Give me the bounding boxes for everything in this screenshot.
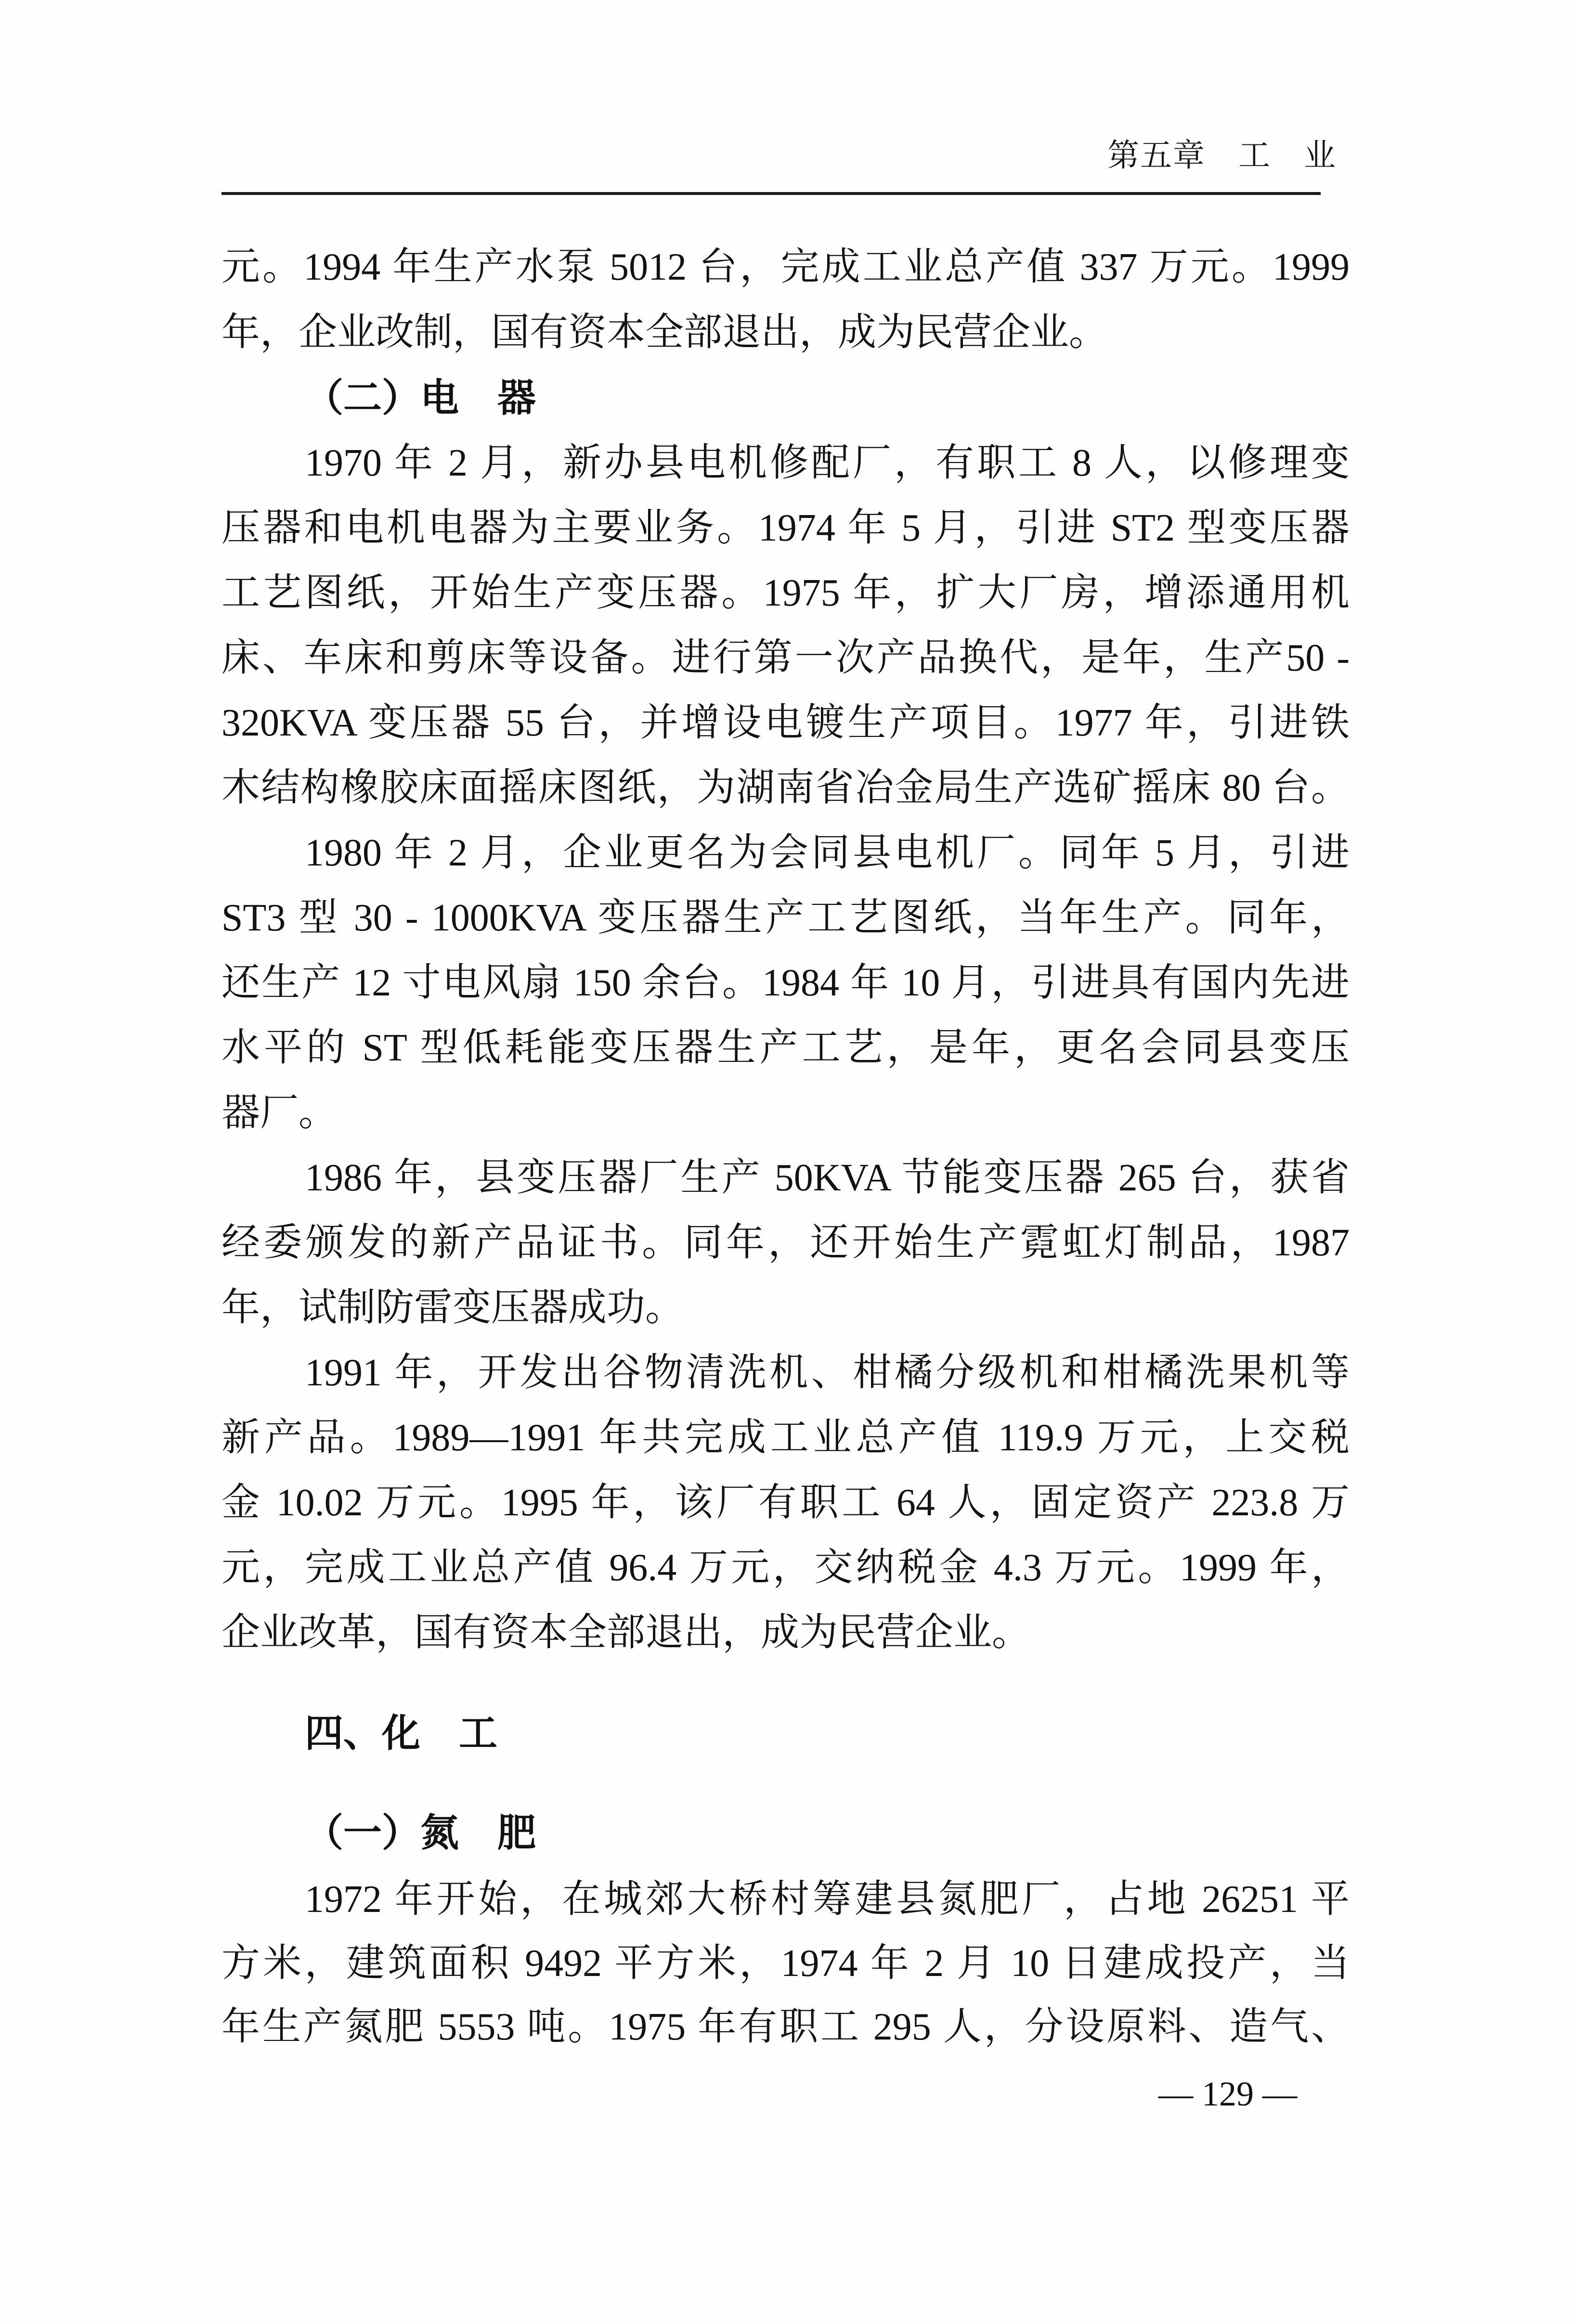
body-line: 新产品。1989—1991 年共完成工业总产值 119.9 万元，上交税: [221, 1417, 1350, 1459]
body-line: 年，企业改制，国有资本全部退出，成为民营企业。: [221, 311, 1107, 354]
body-line: 压器和电机电器为主要业务。1974 年 5 月，引进 ST2 型变压器: [221, 507, 1350, 549]
body-line: 年生产氮肥 5553 吨。1975 年有职工 295 人，分设原料、造气、: [221, 2006, 1350, 2048]
body-line: 木结构橡胶床面摇床图纸，为湖南省冶金局生产选矿摇床 80 台。: [221, 767, 1350, 809]
body-line: 器厂。: [221, 1092, 337, 1134]
body-line: 1980 年 2 月，企业更名为会同县电机厂。同年 5 月，引进: [305, 832, 1350, 874]
running-head-chapter-title: 第五章 工 业: [1107, 137, 1337, 174]
body-line: 水平的 ST 型低耗能变压器生产工艺，是年，更名会同县变压: [221, 1027, 1350, 1069]
body-line: 320KVA 变压器 55 台，并增设电镀生产项目。1977 年，引进铁: [221, 702, 1350, 744]
body-line: 元，完成工业总产值 96.4 万元，交纳税金 4.3 万元。1999 年，: [221, 1547, 1350, 1589]
body-line: 企业改革，国有资本全部退出，成为民营企业。: [221, 1612, 1030, 1654]
header-rule: [221, 192, 1321, 195]
body-line: 床、车床和剪床等设备。进行第一次产品换代，是年，生产50 -: [221, 637, 1350, 679]
subsection-heading-nitrogen-fertilizer: （一）氮 肥: [305, 1810, 536, 1855]
body-line: 还生产 12 寸电风扇 150 余台。1984 年 10 月，引进具有国内先进: [221, 962, 1350, 1004]
body-line: 工艺图纸，开始生产变压器。1975 年，扩大厂房，增添通用机: [221, 572, 1350, 614]
body-line: 经委颁发的新产品证书。同年，还开始生产霓虹灯制品，1987: [221, 1222, 1350, 1264]
subsection-heading-electrical: （二）电 器: [305, 375, 536, 420]
body-line: 1991 年，开发出谷物清洗机、柑橘分级机和柑橘洗果机等: [305, 1352, 1350, 1394]
body-line: 1986 年，县变压器厂生产 50KVA 节能变压器 265 台，获省: [305, 1157, 1350, 1199]
body-line: 1970 年 2 月，新办县电机修配厂，有职工 8 人，以修理变: [305, 442, 1350, 484]
body-line: 方米，建筑面积 9492 平方米，1974 年 2 月 10 日建成投产，当: [221, 1942, 1350, 1985]
body-line: 元。1994 年生产水泵 5012 台，完成工业总产值 337 万元。1999: [221, 246, 1350, 288]
body-line: 1972 年开始，在城郊大桥村筹建县氮肥厂，占地 26251 平: [305, 1878, 1350, 1921]
body-line: ST3 型 30 - 1000KVA 变压器生产工艺图纸，当年生产。同年，: [221, 897, 1350, 939]
page-number: — 129 —: [1158, 2075, 1297, 2113]
body-line: 金 10.02 万元。1995 年，该厂有职工 64 人，固定资产 223.8 万: [221, 1482, 1350, 1524]
section-heading-chemical: 四、化 工: [305, 1711, 497, 1756]
body-line: 年，试制防雷变压器成功。: [221, 1287, 684, 1329]
